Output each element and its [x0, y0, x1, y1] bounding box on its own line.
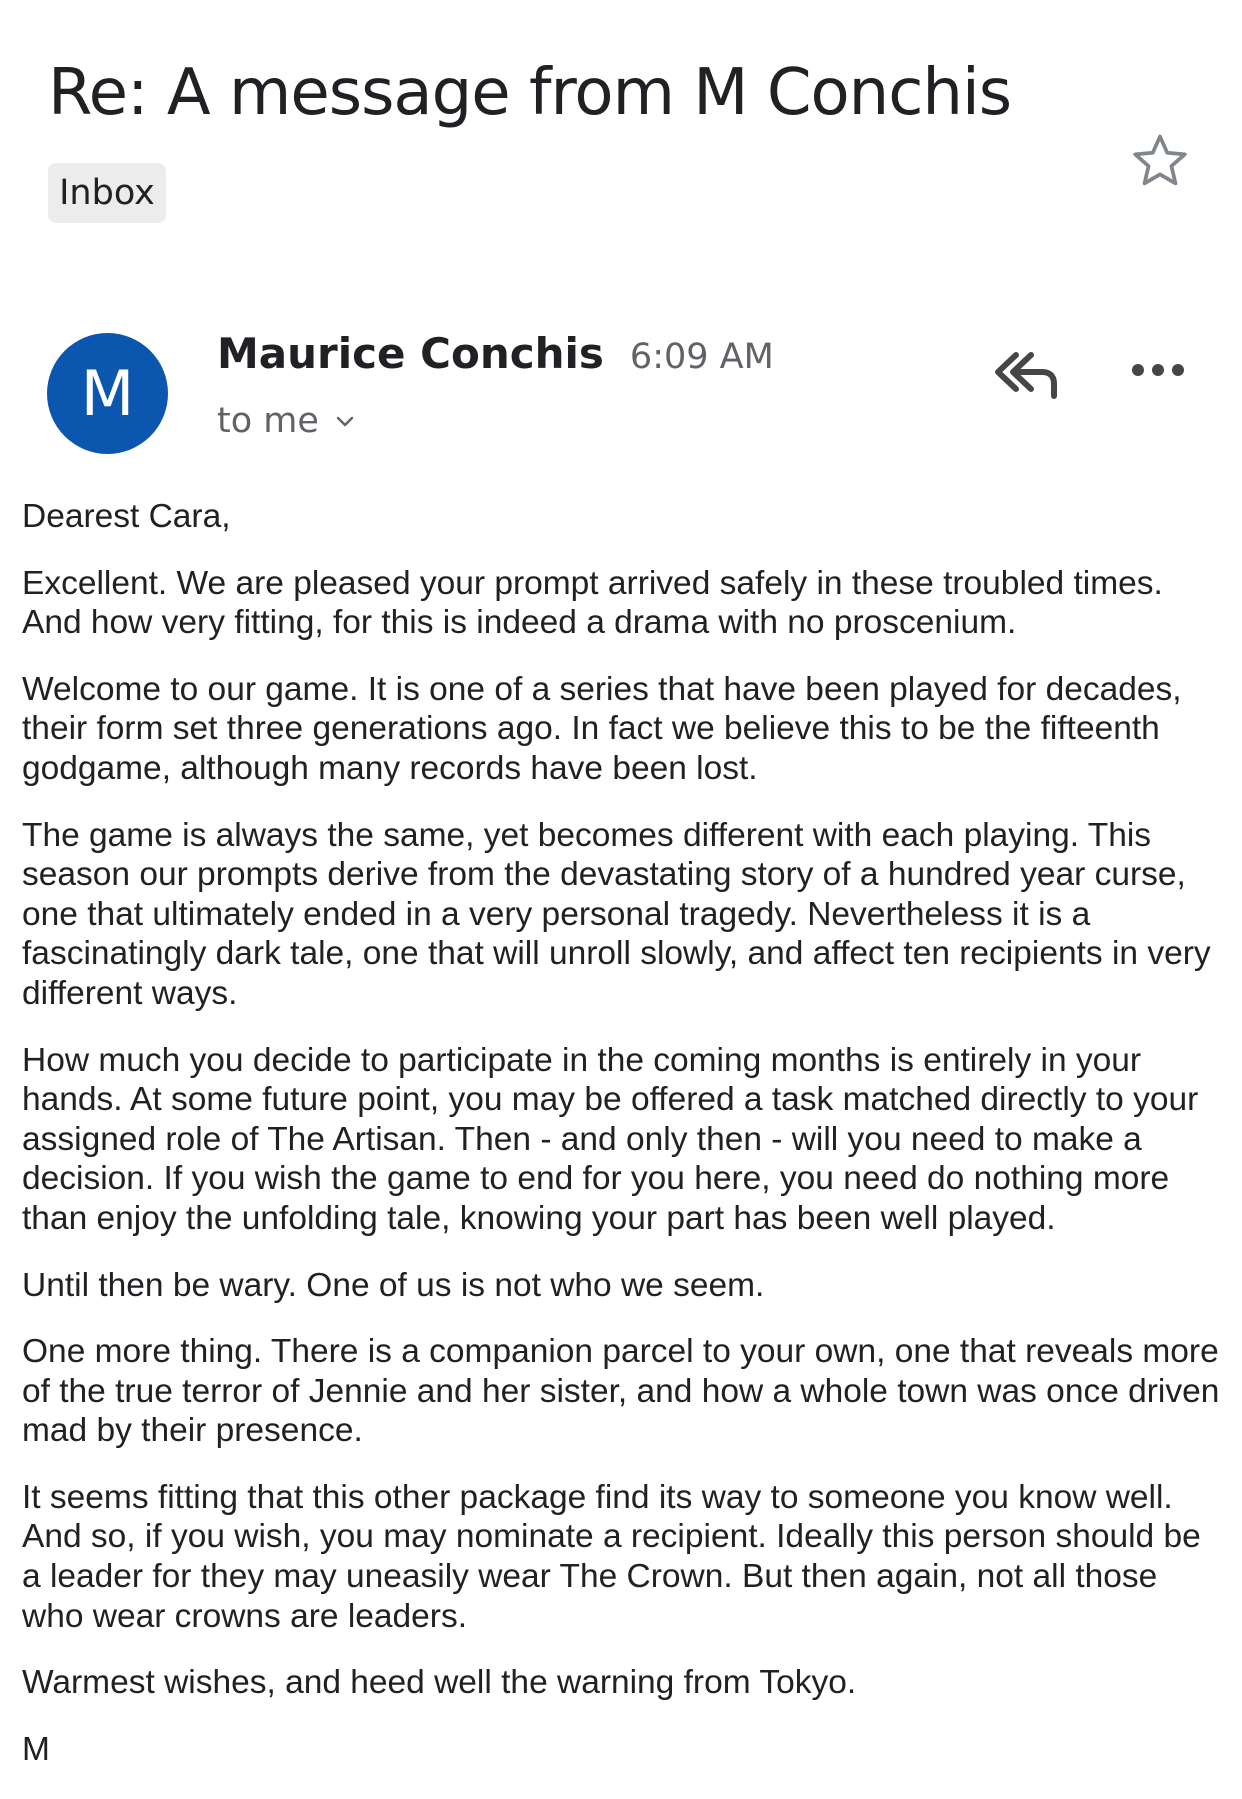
avatar[interactable]: M	[47, 333, 168, 454]
body-paragraph: How much you decide to participate in the coming months is entirely in your hands. At some future point, you may be offered a task matched directly to your assigned role of The Artisan. Then - and only then - will you need to make a decision. If you wish the game to end for you here, you need do nothing more than enjoy the unfolding tale, knowing your part has been well played.	[22, 1041, 1199, 1237]
sender-line	[217, 325, 774, 383]
recipient-label: to me	[217, 401, 319, 441]
sent-time: 6:09 AM	[629, 337, 774, 377]
body-paragraph: It seems fitting that this other package find its way to someone you know well. And so, if you wish, you may nominate a recipient. Ideally this person should be a leader for they may uneasily wear The Crown. But then again, not all those who wear crowns are leaders.	[22, 1478, 1201, 1635]
more-options-icon	[1128, 345, 1188, 395]
reply-all-icon	[992, 343, 1062, 403]
chevron-down-icon	[333, 409, 357, 433]
star-button[interactable]	[1128, 129, 1192, 193]
more-options-button[interactable]	[1128, 345, 1188, 395]
inbox-label-chip[interactable]: Inbox	[48, 163, 166, 223]
email-greeting: Dearest Cara,	[22, 498, 231, 535]
email-body	[22, 497, 1227, 1796]
body-paragraph: Until then be wary. One of us is not who we seem.	[22, 1266, 765, 1304]
star-icon	[1128, 129, 1192, 193]
body-paragraph: One more thing. There is a companion parcel to your own, one that reveals more of the true terror of Jennie and her sister, and how a whole town was once driven mad by their presence.	[22, 1333, 1220, 1450]
body-paragraph: Excellent. We are pleased your prompt arrived safely in these troubled times. And how very fitting, for this is indeed a drama with no proscenium.	[22, 564, 1163, 642]
email-signature: M	[22, 1730, 50, 1768]
body-paragraph: Welcome to our game. It is one of a series that have been played for decades, their form set three generations ago. In fact we believe this to be the fifteenth godgame, although many records have been lost.	[22, 670, 1182, 787]
email-subject: Re: A message from M Conchis	[48, 56, 1012, 130]
recipient-details-toggle[interactable]	[217, 396, 357, 446]
body-paragraph: The game is always the same, yet becomes different with each playing. This season our prompts derive from the devastating story of a hundred year curse, one that ultimately ended in a very personal tragedy. Nevertheless it is a fascinatingly dark tale, one that will unroll slowly, and affect ten recipients in very different ways.	[22, 816, 1211, 1012]
sender-name[interactable]: Maurice Conchis	[217, 329, 604, 378]
body-paragraph: Warmest wishes, and heed well the warning from Tokyo.	[22, 1664, 857, 1702]
reply-all-button[interactable]	[992, 343, 1062, 403]
